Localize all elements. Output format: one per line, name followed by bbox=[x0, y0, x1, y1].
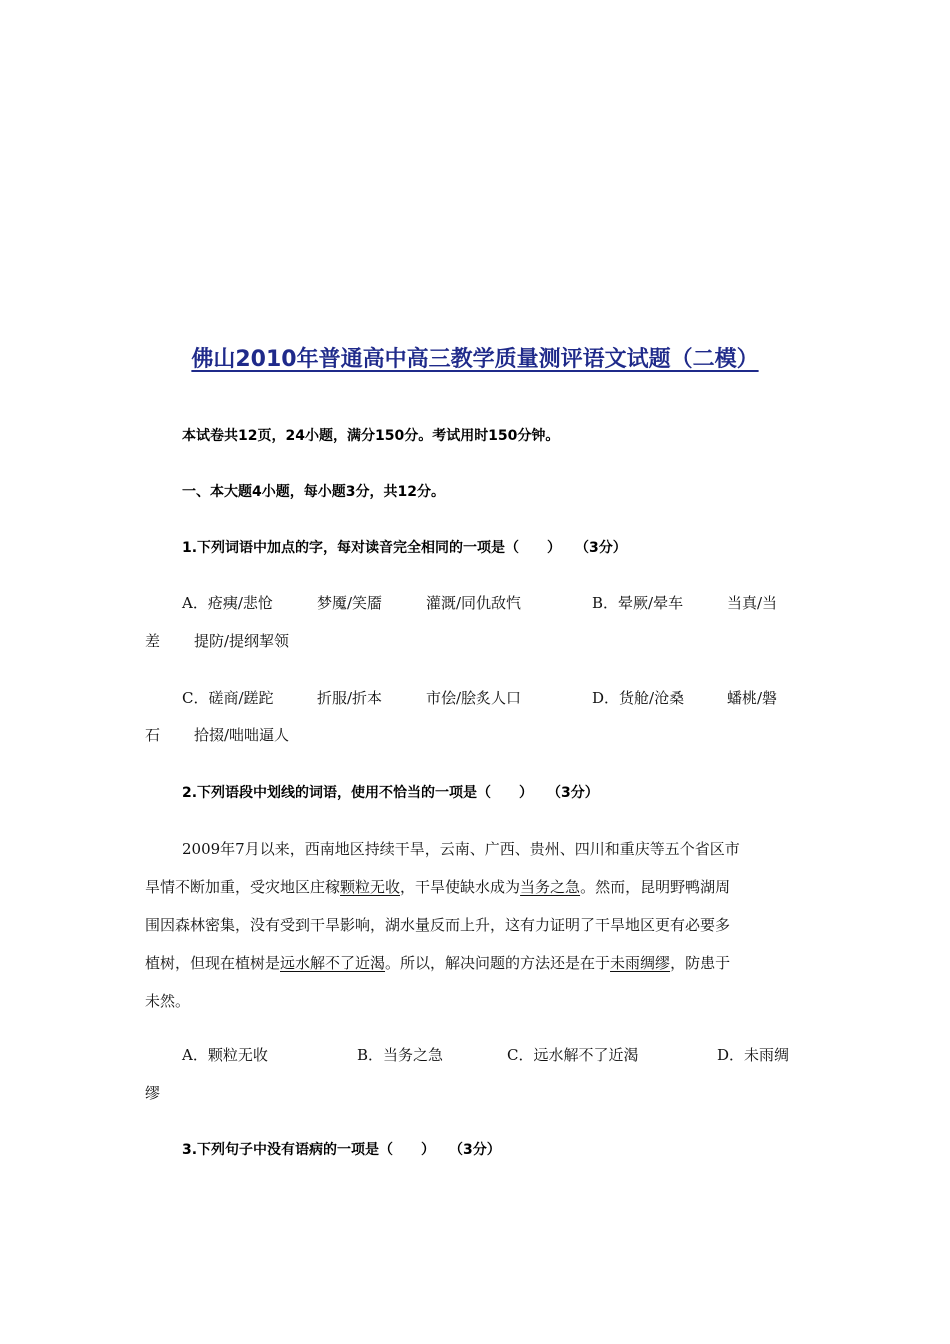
option-b-part-1: B．晕厥/晕车 bbox=[592, 594, 684, 612]
option-c-part-3: 市侩/脍炙人口 bbox=[426, 689, 522, 707]
passage-line-4 bbox=[145, 944, 805, 982]
option-a: A．颗粒无收 bbox=[182, 1046, 268, 1064]
exam-intro: 本试卷共12页，24小题，满分150分。考试用时150分钟。 bbox=[182, 428, 560, 444]
option-b-part-3: 提防/提纲挈领 bbox=[194, 632, 290, 650]
passage-line-1: 2009年7月以来，西南地区持续干旱，云南、广西、贵州、四川和重庆等五个省区市 bbox=[182, 840, 740, 858]
option-d-part-3: 拾掇/咄咄逼人 bbox=[194, 726, 290, 744]
passage-text: ，防患于 bbox=[670, 954, 731, 972]
option-c-part-1: C．磋商/蹉跎 bbox=[182, 689, 274, 707]
underlined-phrase-1: 颗粒无收 bbox=[340, 878, 401, 896]
option-a-part-1: A．疮痍/悲怆 bbox=[182, 594, 273, 612]
option-d-part-1: D．货舱/沧桑 bbox=[592, 689, 685, 707]
option-a-part-3: 灌溉/同仇敌忾 bbox=[426, 594, 522, 612]
option-a-part-2: 梦魇/笑靥 bbox=[317, 594, 383, 612]
option-b-part-2-end: 差 bbox=[145, 632, 161, 650]
option-d-end: 缪 bbox=[145, 1084, 161, 1102]
option-d-part-2: 蟠桃/磐 bbox=[727, 689, 778, 707]
question-2-stem: 2.下列语段中划线的词语，使用不恰当的一项是（ ） （3分） bbox=[182, 785, 599, 801]
passage-text: ，干旱使缺水成为 bbox=[400, 878, 521, 896]
passage-text: 。所以，解决问题的方法还是在于 bbox=[385, 954, 611, 972]
underlined-phrase-2: 当务之急 bbox=[520, 878, 581, 896]
passage-text: 旱情不断加重，受灾地区庄稼 bbox=[145, 878, 341, 896]
underlined-phrase-4: 未雨绸缪 bbox=[610, 954, 671, 972]
question-2-passage bbox=[145, 830, 805, 1020]
option-c-part-2: 折服/折本 bbox=[317, 689, 383, 707]
option-c: C．远水解不了近渴 bbox=[507, 1046, 639, 1064]
question-1-stem: 1.下列词语中加点的字，每对读音完全相同的一项是（ ） （3分） bbox=[182, 540, 627, 556]
option-b-part-2: 当真/当 bbox=[727, 594, 778, 612]
option-d: D．未雨绸 bbox=[717, 1046, 790, 1064]
passage-line-5: 未然。 bbox=[145, 992, 191, 1010]
passage-text: 。然而，昆明野鸭湖周 bbox=[580, 878, 731, 896]
option-b: B．当务之急 bbox=[357, 1046, 444, 1064]
underlined-phrase-3: 远水解不了近渴 bbox=[280, 954, 386, 972]
passage-line-2 bbox=[145, 868, 805, 906]
option-d-part-2-end: 石 bbox=[145, 726, 161, 744]
passage-text: 植树，但现在植树是 bbox=[145, 954, 281, 972]
question-3-stem: 3.下列句子中没有语病的一项是（ ） （3分） bbox=[182, 1142, 501, 1158]
section-one-heading: 一、本大题4小题，每小题3分，共12分。 bbox=[182, 484, 445, 500]
passage-line-3: 围因森林密集，没有受到干旱影响，湖水量反而上升，这有力证明了干旱地区更有必要多 bbox=[145, 916, 731, 934]
exam-title: 佛山2010年普通高中高三教学质量测评语文试题（二模） bbox=[191, 347, 759, 372]
